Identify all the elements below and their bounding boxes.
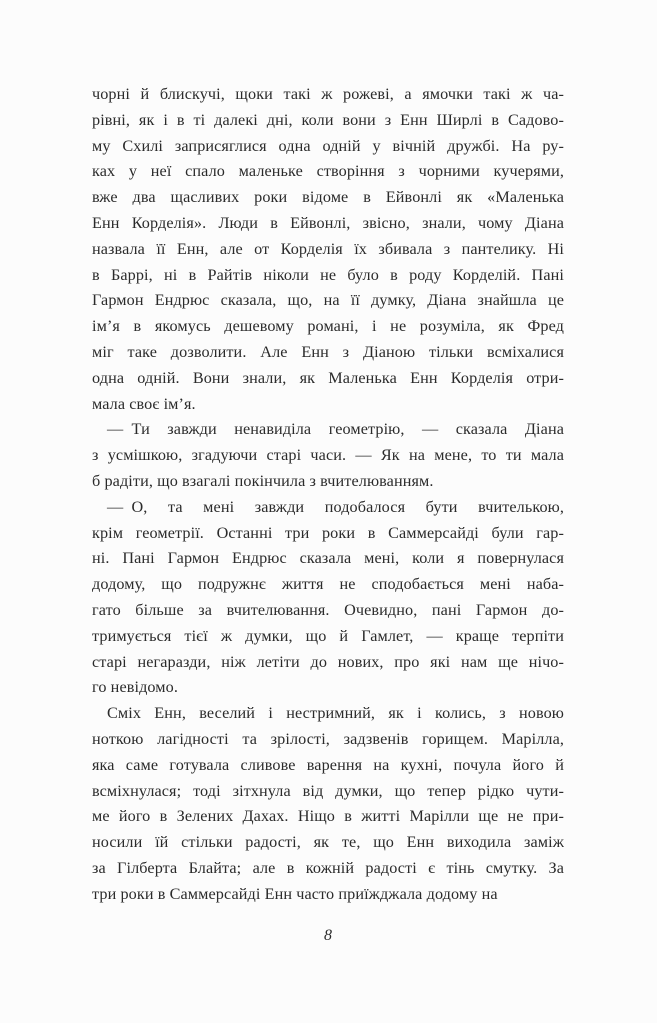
text-line: ме його в Зелених Дахах. Ніщо в житті Марілли ще не при- <box>92 807 564 826</box>
paragraph <box>92 82 564 417</box>
text-line: одна одній. Вони знали, як Маленька Енн Корделія отри- <box>92 368 564 387</box>
text-line: додому, що подружнє життя не сподобається мені наба- <box>92 575 564 594</box>
text-line: гато більше за вчителювання. Очевидно, пані Гармон до- <box>92 600 564 619</box>
text-line: три роки в Саммерсайді Енн часто приїжджала додому на <box>92 884 498 903</box>
text-line: за Гілберта Блайта; але в кожній радості є тінь смутку. За <box>92 858 564 877</box>
text-line: ім’я в якомусь дешевому романі, і не розуміла, як Фред <box>92 317 564 336</box>
text-line: крім геометрії. Останні три роки в Саммерсайді були гар- <box>92 523 564 542</box>
text-line: ні. Пані Гармон Ендрюс сказала мені, коли я повернулася <box>92 549 564 568</box>
text-line: ноткою лагідності та зрілості, задзвенів горищем. Марілла, <box>92 729 564 748</box>
text-line: ках у неї спало маленьке створіння з чорними кучерями, <box>92 162 564 181</box>
text-block <box>92 82 564 908</box>
text-line: яка саме готувала сливове варення на кухні, почула його й <box>92 755 564 774</box>
paragraph <box>92 417 564 494</box>
text-line: Гармон Ендрюс сказала, що, на її думку, Діана знайшла це <box>92 291 564 310</box>
text-line: з усмішкою, згадуючи старі часи. — Як на мене, то ти мала <box>92 446 564 465</box>
text-line: Енн Корделія». Люди в Ейвонлі, звісно, знали, чому Діана <box>92 213 564 232</box>
text-line: старі негаразди, ніж летіти до нових, про які нам ще нічо- <box>92 652 564 671</box>
text-line: му Схилі заприсяглися одна одній у вічній дружбі. На ру- <box>92 136 564 155</box>
text-line: Сміх Енн, веселий і нестримний, як і колись, з новою <box>107 704 564 723</box>
text-line: — О, та мені завжди подобалося бути вчителькою, <box>107 497 564 516</box>
text-line: міг таке дозволити. Але Енн з Діаною тільки всміхалися <box>92 342 564 361</box>
paragraph <box>92 495 564 701</box>
text-line: б радіти, що взагалі покінчила з вчителюванням. <box>92 471 434 490</box>
text-line: в Баррі, ні в Райтів ніколи не було в роду Корделій. Пані <box>92 265 564 284</box>
page-number: 8 <box>324 927 332 944</box>
text-line: — Ти завжди ненавиділа геометрію, — сказала Діана <box>107 420 564 439</box>
text-line: рівні, як і в ті далекі дні, коли вони з Енн Ширлі в Садово- <box>92 110 564 129</box>
text-line: тримується тієї ж думки, що й Гамлет, — краще терпіти <box>92 626 564 645</box>
text-line: назвала її Енн, але от Корделія їх збивала з пантелику. Ні <box>92 239 564 258</box>
text-line: всміхнулася; тоді зітхнула від думки, що тепер рідко чути- <box>92 781 564 800</box>
paragraph <box>92 701 564 907</box>
text-line: вже два щасливих роки відоме в Ейвонлі як «Маленька <box>92 188 564 207</box>
text-line: чорні й блискучі, щоки такі ж рожеві, а ямочки такі ж ча- <box>92 85 564 103</box>
text-line: мала своє ім’я. <box>92 394 196 413</box>
text-line: го невідомо. <box>92 678 178 697</box>
text-line: носили їй стільки радості, як те, що Енн виходила заміж <box>92 833 564 852</box>
